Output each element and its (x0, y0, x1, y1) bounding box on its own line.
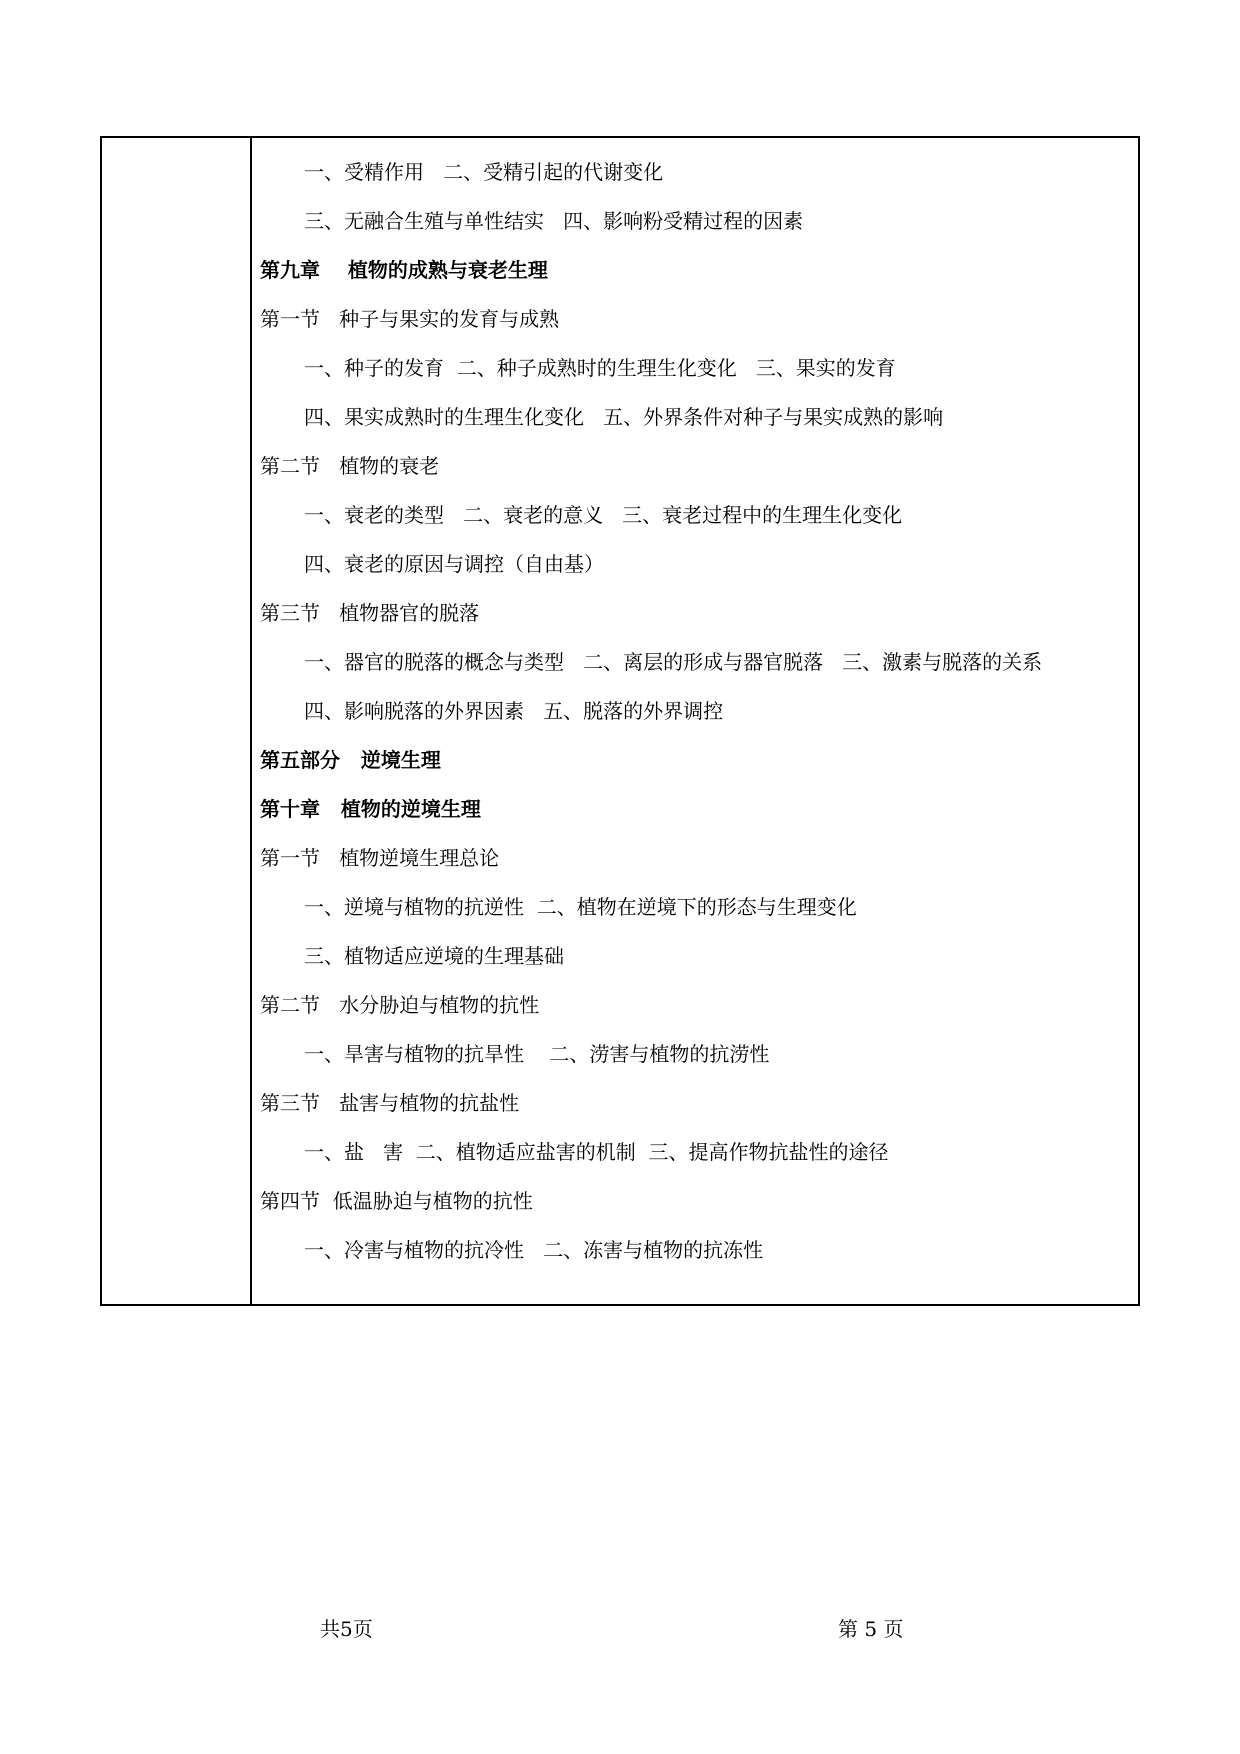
outline-content (260, 148, 1128, 1304)
section-heading: 第三节 植物器官的脱落 (260, 601, 480, 625)
outline-line: 一、种子的发育 二、种子成熟时的生理生化变化 三、果实的发育 (304, 356, 896, 380)
section-heading: 第二节 水分胁迫与植物的抗性 (260, 993, 540, 1017)
section-heading: 第三节 盐害与植物的抗盐性 (260, 1091, 520, 1115)
outline-line: 一、冷害与植物的抗冷性 二、冻害与植物的抗冻性 (304, 1238, 764, 1262)
chapter-heading: 第九章 植物的成熟与衰老生理 (260, 258, 548, 282)
section-heading: 第一节 种子与果实的发育与成熟 (260, 307, 560, 331)
outline-table (100, 136, 1140, 1306)
section-heading: 第一节 植物逆境生理总论 (260, 846, 500, 870)
part-heading: 第五部分 逆境生理 (260, 748, 441, 772)
outline-line: 三、植物适应逆境的生理基础 (304, 944, 564, 968)
outline-line: 三、无融合生殖与单性结实 四、影响粉受精过程的因素 (304, 209, 804, 233)
page-number: 第 5 页 (838, 1617, 904, 1641)
section-heading: 第二节 植物的衰老 (260, 454, 440, 478)
chapter-heading: 第十章 植物的逆境生理 (260, 797, 481, 821)
outline-line: 一、逆境与植物的抗逆性 二、植物在逆境下的形态与生理变化 (304, 895, 857, 919)
outline-line: 一、盐 害 二、植物适应盐害的机制 三、提高作物抗盐性的途径 (304, 1140, 889, 1164)
total-pages-label: 共5页 (320, 1617, 373, 1641)
table-left-column (102, 138, 252, 1304)
outline-line: 一、受精作用 二、受精引起的代谢变化 (304, 160, 664, 184)
outline-line: 四、衰老的原因与调控（自由基） (304, 552, 604, 576)
outline-line: 四、果实成熟时的生理生化变化 五、外界条件对种子与果实成熟的影响 (304, 405, 944, 429)
outline-line: 一、旱害与植物的抗旱性 二、涝害与植物的抗涝性 (304, 1042, 770, 1066)
outline-line: 一、器官的脱落的概念与类型 二、离层的形成与器官脱落 三、激素与脱落的关系 (304, 650, 1043, 674)
outline-line: 四、影响脱落的外界因素 五、脱落的外界调控 (304, 699, 724, 723)
section-heading: 第四节 低温胁迫与植物的抗性 (260, 1189, 533, 1213)
outline-line: 一、衰老的类型 二、衰老的意义 三、衰老过程中的生理生化变化 (304, 503, 903, 527)
